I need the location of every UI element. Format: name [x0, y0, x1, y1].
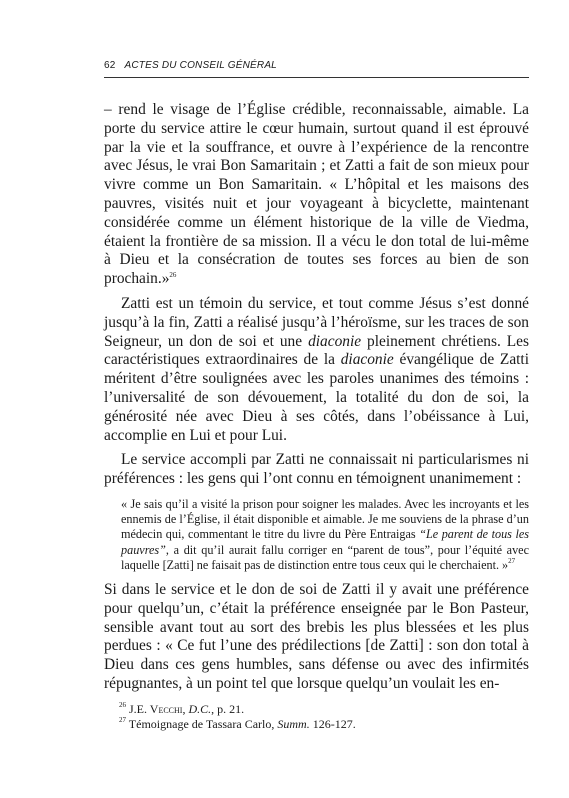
- diaconie-emphasis-1: diaconie: [308, 332, 362, 350]
- paragraph-1-text: – rend le visage de l’Église crédible, reconnaissable, aimable. La porte du service attire le cœur humain, surtout quand il est éprouvé par la vie et la souffrance, et ouvre à l’expérience de la rencontre avec Jésus, le vrai Bon Samaritain ; et Zatti a fait de son mieux pour vivre comme un Bon Samaritain. « L’hôpital et les maisons des pauvres, visités nuit et jour voyageant à bicyclette, maintenant considérée comme un élément historique de la ville de Viedma, étaient la frontière de sa mission. Il a vécu le don total de lui-même à Dieu et la consécration de toutes ses forces au bien de son prochain.»: [104, 101, 529, 288]
- quote-book-title: “Le parent de tous les pauvres”: [121, 527, 529, 557]
- running-header: [104, 60, 529, 71]
- footnote-ref-27: 27: [508, 556, 516, 565]
- footnote-27-rest: 126-127.: [309, 717, 356, 731]
- running-title: ACTES DU CONSEIL GÉNÉRAL: [124, 60, 277, 71]
- footnote-27-number: 27: [119, 716, 126, 724]
- page-body: [104, 101, 529, 694]
- paragraph-2-text-c: évangélique de Zatti méritent d’être soulignées avec les paroles unanimes des témoins : l’universalité de son dévouement, la totalité du don de soi, la générosité née avec Dieu à ses côtés, dans l’obéissance à Lui, accomplie en Lui et pour Lui.: [104, 351, 529, 444]
- footnote-26: $^{26}$ J.E. Vecchi, D.C., p. 21.: [119, 701, 245, 716]
- paragraph-1: [104, 101, 529, 289]
- diaconie-emphasis-2: diaconie: [340, 351, 394, 369]
- paragraph-2-text-b: pleinement chrétiens. Les caractéristiques extraordinaires de la: [104, 332, 530, 369]
- paragraph-4: Si dans le service et le don de soi de Zatti il y avait une préférence pour quelqu’un, c’était la préférence enseignée par le Bon Pasteur, sensible avant tout au sort des brebis les plus blessées et les plus perdues : « Ce fut l’une des prédilections [de Zatti] : son don total à Dieu dans ces gens humbles, sans défense ou avec des infirmités répugnantes, à un point tel que lorsque quelqu’un voulait les en-: [104, 580, 529, 692]
- footnote-27-text: Témoignage de Tassara Carlo,: [128, 717, 278, 731]
- quote-text-a: « Je sais qu’il a visité la prison pour soigner les malades. Avec les incroyants et les ennemis de l’Église, il était disponible et aimable. Je me souviens de la phrase d’un médecin qui, commentant le titre du livre du Père Entraigas: [121, 496, 529, 542]
- footnote-26-rest: , p. 21.: [211, 702, 245, 716]
- footnote-26-author: J.E. Vecchi: [129, 702, 183, 716]
- header-rule: [104, 77, 529, 78]
- footnote-26-number: 26: [119, 701, 126, 709]
- paragraph-3: Le service accompli par Zatti ne connaissait ni particularismes ni préférences : les gens qui l’ont connu en témoignent unanimement :: [104, 451, 529, 488]
- footnote-ref-26: 26: [169, 271, 177, 280]
- footnote-27: [119, 717, 529, 732]
- footnote-27-source: Summ.: [277, 717, 310, 731]
- quote-text-b: , a dit qu’il aurait fallu corriger en “parent de tous”, pour l’équité avec laquelle [Zatti] ne faisait pas de distinction entre tous ceux qui le cherchaient. »: [121, 542, 529, 572]
- footnotes: [119, 702, 529, 732]
- page-number: 62: [104, 60, 116, 71]
- paragraph-2-text-a: Zatti est un témoin du service, et tout comme Jésus s’est donné jusqu’à la fin, Zatti a réalisé jusqu’à l’héroïsme, sur les traces de son Seigneur, un don de soi et une: [104, 294, 529, 350]
- paragraph-2: [104, 295, 529, 445]
- block-quote: [121, 497, 529, 573]
- footnote-26-source: D.C.: [188, 702, 212, 716]
